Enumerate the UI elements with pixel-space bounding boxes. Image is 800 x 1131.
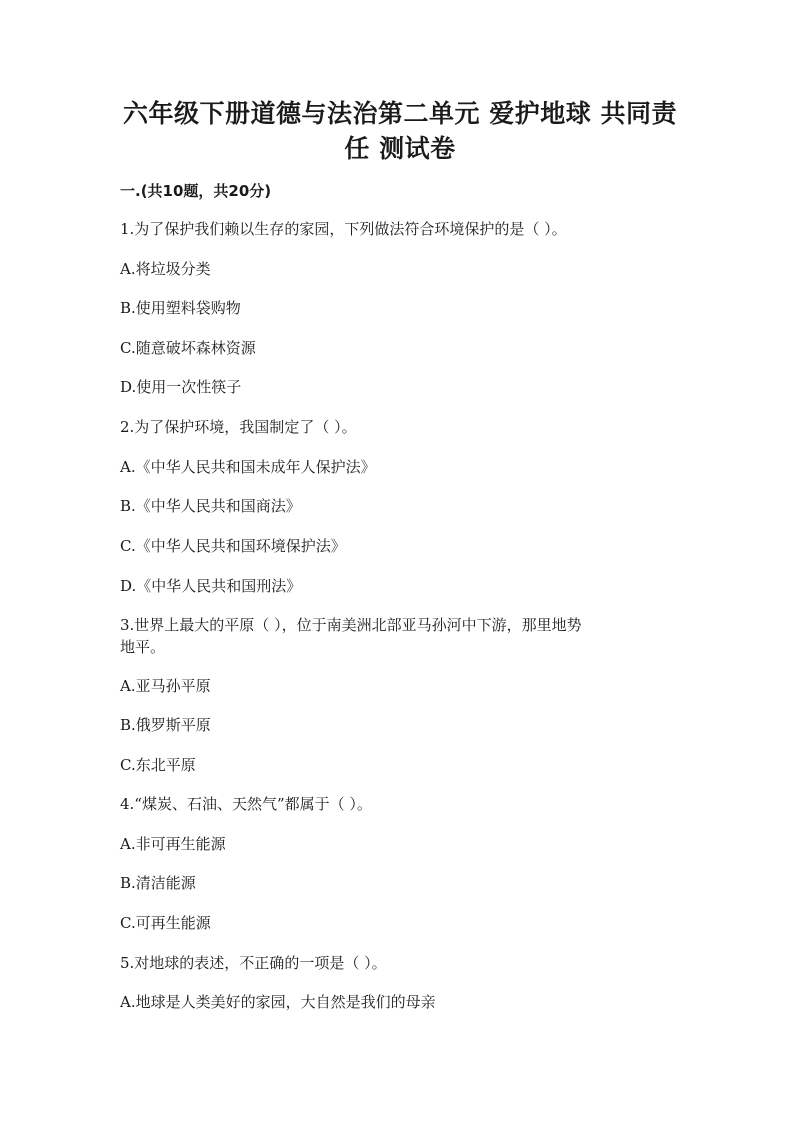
question-3-option-b: B.俄罗斯平原 — [120, 716, 211, 734]
question-2-option-d: D.《中华人民共和国刑法》 — [120, 577, 302, 595]
question-4-option-b: B.清洁能源 — [120, 874, 196, 892]
question-4-option-c: C.可再生能源 — [120, 914, 211, 932]
question-2-option-b: B.《中华人民共和国商法》 — [120, 497, 301, 515]
question-1-option-b: B.使用塑料袋购物 — [120, 299, 241, 317]
question-3-stem-line-1: 3.世界上最大的平原（ ），位于南美洲北部亚马孙河中下游，那里地势 — [120, 616, 582, 634]
question-5-stem: 5.对地球的表述，不正确的一项是（ ）。 — [120, 954, 387, 972]
section-heading: 一.(共10题，共20分) — [120, 182, 272, 200]
document-title — [100, 96, 700, 166]
question-1-option-a: A.将垃圾分类 — [120, 260, 211, 278]
title-line-1: 六年级下册道德与法治第二单元 爱护地球 共同责 — [123, 99, 677, 128]
question-2-option-c: C.《中华人民共和国环境保护法》 — [120, 537, 346, 555]
question-3-option-c: C.东北平原 — [120, 756, 196, 774]
question-2-option-a: A.《中华人民共和国未成年人保护法》 — [120, 458, 376, 476]
question-4-option-a: A.非可再生能源 — [120, 835, 226, 853]
title-line-2: 任 测试卷 — [344, 134, 456, 163]
question-1-option-d: D.使用一次性筷子 — [120, 378, 242, 396]
question-1-stem: 1.为了保护我们赖以生存的家园，下列做法符合环境保护的是（ ）。 — [120, 220, 567, 238]
question-5-option-a: A.地球是人类美好的家园，大自然是我们的母亲 — [120, 993, 436, 1011]
question-3-stem-line-2: 地平。 — [120, 638, 166, 656]
question-2-stem: 2.为了保护环境，我国制定了（ ）。 — [120, 418, 357, 436]
question-4-stem: 4.“煤炭、石油、天然气”都属于（ ）。 — [120, 795, 372, 813]
question-3-option-a: A.亚马孙平原 — [120, 677, 211, 695]
question-1-option-c: C.随意破坏森林资源 — [120, 339, 256, 357]
